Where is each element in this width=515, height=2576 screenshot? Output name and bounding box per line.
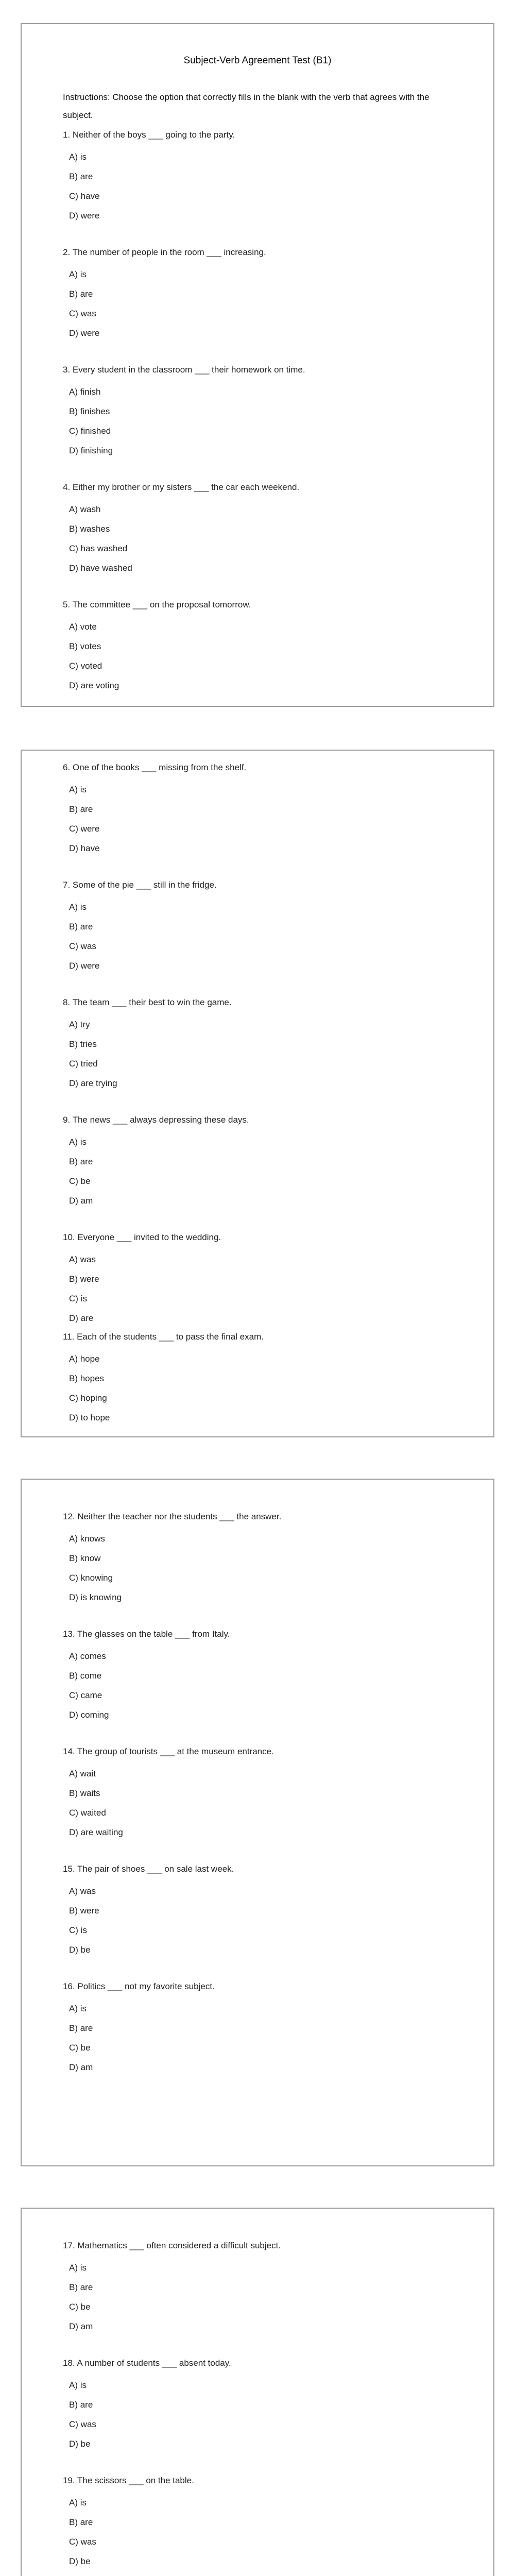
question-1 <box>63 130 235 226</box>
question-text: 1. Neither of the boys ___ going to the party. <box>63 130 235 140</box>
question-12 <box>63 1512 281 1607</box>
option-d[interactable]: D) be <box>69 2439 91 2449</box>
question-text: 6. One of the books ___ missing from the shelf. <box>63 762 247 772</box>
question-16 <box>63 1981 215 2077</box>
option-b[interactable]: B) were <box>69 1274 99 1284</box>
question-3 <box>63 365 305 461</box>
option-d[interactable]: D) am <box>69 1196 93 1206</box>
option-a[interactable]: A) is <box>69 269 87 279</box>
option-b[interactable]: B) were <box>69 1906 99 1916</box>
question-text: 17. Mathematics ___ often considered a difficult subject. <box>63 2241 281 2250</box>
option-b[interactable]: B) votes <box>69 641 101 651</box>
question-7 <box>63 880 217 976</box>
question-14 <box>63 1747 274 1842</box>
option-b[interactable]: B) waits <box>69 1788 100 1798</box>
question-9 <box>63 1115 249 1211</box>
option-b[interactable]: B) are <box>69 804 93 814</box>
option-d[interactable]: D) are voting <box>69 681 119 690</box>
option-b[interactable]: B) are <box>69 922 93 931</box>
question-19 <box>63 2476 194 2571</box>
option-c[interactable]: C) came <box>69 1690 102 1700</box>
question-text: 12. Neither the teacher nor the students ___ the answer. <box>63 1512 282 1521</box>
option-b[interactable]: B) know <box>69 1553 101 1563</box>
option-c[interactable]: C) have <box>69 191 100 201</box>
option-d[interactable]: D) were <box>69 211 100 221</box>
question-text: 13. The glasses on the table ___ from Italy. <box>63 1629 230 1639</box>
option-b[interactable]: B) finishes <box>69 406 110 416</box>
option-c[interactable]: C) be <box>69 2043 91 2053</box>
option-d[interactable]: D) be <box>69 1945 91 1955</box>
option-b[interactable]: B) are <box>69 172 93 181</box>
option-a[interactable]: A) is <box>69 152 87 162</box>
option-c[interactable]: C) be <box>69 2302 91 2312</box>
worksheet-page-2 <box>21 750 494 1437</box>
question-text: 2. The number of people in the room ___ increasing. <box>63 247 266 257</box>
option-a[interactable]: A) is <box>69 2380 87 2390</box>
question-6 <box>63 762 246 858</box>
option-b[interactable]: B) are <box>69 2517 93 2527</box>
question-text: 3. Every student in the classroom ___ their homework on time. <box>63 365 305 375</box>
option-d[interactable]: D) have washed <box>69 563 132 573</box>
option-c[interactable]: C) has washed <box>69 544 128 553</box>
option-c[interactable]: C) waited <box>69 1808 106 1818</box>
question-text: 15. The pair of shoes ___ on sale last week. <box>63 1864 234 1874</box>
question-text: 14. The group of tourists ___ at the museum entrance. <box>63 1747 274 1756</box>
option-d[interactable]: D) have <box>69 843 100 853</box>
option-d[interactable]: D) finishing <box>69 446 113 455</box>
option-a[interactable]: A) is <box>69 2498 87 2507</box>
worksheet-page-1 <box>21 23 494 707</box>
question-10 <box>63 1232 221 1328</box>
option-c[interactable]: C) was <box>69 2537 96 2547</box>
question-text: 16. Politics ___ not my favorite subject. <box>63 1981 215 1991</box>
question-text: 11. Each of the students ___ to pass the final exam. <box>63 1332 264 1342</box>
option-d[interactable]: D) am <box>69 2321 93 2331</box>
question-18 <box>63 2358 231 2454</box>
option-a[interactable]: A) is <box>69 2004 87 2013</box>
question-text: 18. A number of students ___ absent today. <box>63 2358 231 2368</box>
option-a[interactable]: A) comes <box>69 1651 106 1661</box>
option-c[interactable]: C) was <box>69 309 96 318</box>
option-a[interactable]: A) vote <box>69 622 97 632</box>
question-4 <box>63 482 299 578</box>
option-d[interactable]: D) be <box>69 2556 91 2566</box>
option-c[interactable]: C) tried <box>69 1059 98 1069</box>
option-a[interactable]: A) finish <box>69 387 101 397</box>
option-a[interactable]: A) knows <box>69 1534 105 1544</box>
option-c[interactable]: C) hoping <box>69 1393 107 1403</box>
test-title: Subject-Verb Agreement Test (B1) <box>183 55 332 66</box>
worksheet-page-4 <box>21 2208 494 2576</box>
option-c[interactable]: C) knowing <box>69 1573 113 1583</box>
question-text: 5. The committee ___ on the proposal tomorrow. <box>63 600 251 609</box>
option-c[interactable]: C) be <box>69 1176 91 1186</box>
option-d[interactable]: D) is knowing <box>69 1592 122 1602</box>
option-c[interactable]: C) were <box>69 824 100 834</box>
option-b[interactable]: B) are <box>69 1157 93 1166</box>
question-5 <box>63 600 251 696</box>
option-b[interactable]: B) tries <box>69 1039 97 1049</box>
option-a[interactable]: A) try <box>69 1020 90 1029</box>
question-13 <box>63 1629 230 1725</box>
option-b[interactable]: B) are <box>69 2282 93 2292</box>
question-text: 9. The news ___ always depressing these days. <box>63 1115 249 1125</box>
question-8 <box>63 997 232 1093</box>
option-b[interactable]: B) are <box>69 289 93 299</box>
option-a[interactable]: A) is <box>69 1137 87 1147</box>
question-2 <box>63 247 266 343</box>
option-a[interactable]: A) hope <box>69 1354 100 1364</box>
option-c[interactable]: C) is <box>69 1294 87 1303</box>
option-a[interactable]: A) was <box>69 1886 96 1896</box>
option-c[interactable]: C) finished <box>69 426 111 436</box>
question-17 <box>63 2241 281 2336</box>
option-a[interactable]: A) was <box>69 1255 96 1264</box>
option-b[interactable]: B) hopes <box>69 1374 105 1383</box>
option-c[interactable]: C) was <box>69 941 96 951</box>
option-d[interactable]: D) were <box>69 961 100 971</box>
option-a[interactable]: A) is <box>69 902 87 912</box>
option-b[interactable]: B) washes <box>69 524 110 534</box>
option-d[interactable]: D) are trying <box>69 1078 117 1088</box>
question-text: 7. Some of the pie ___ still in the fridge. <box>63 880 217 890</box>
option-a[interactable]: A) wait <box>69 1769 96 1778</box>
option-c[interactable]: C) voted <box>69 661 102 671</box>
worksheet-page-3 <box>21 1479 494 2166</box>
option-b[interactable]: B) come <box>69 1671 102 1681</box>
question-15 <box>63 1864 234 1960</box>
option-a[interactable]: A) is <box>69 785 87 794</box>
instructions: Instructions: Choose the option that correctly fills in the blank with the verb that agrees with the subject. <box>63 92 430 120</box>
option-c[interactable]: C) was <box>69 2419 96 2429</box>
option-d[interactable]: D) to hope <box>69 1413 110 1422</box>
question-text: 19. The scissors ___ on the table. <box>63 2476 194 2485</box>
option-d[interactable]: D) coming <box>69 1710 109 1720</box>
option-c[interactable]: C) is <box>69 1925 87 1935</box>
question-text: 8. The team ___ their best to win the game. <box>63 997 232 1007</box>
question-text: 10. Everyone ___ invited to the wedding. <box>63 1232 221 1242</box>
option-b[interactable]: B) are <box>69 2400 93 2410</box>
question-text: 4. Either my brother or my sisters ___ the car each weekend. <box>63 482 300 492</box>
option-a[interactable]: A) is <box>69 2263 87 2273</box>
option-b[interactable]: B) are <box>69 2023 93 2033</box>
question-11 <box>63 1332 264 1428</box>
option-d[interactable]: D) am <box>69 2062 93 2072</box>
option-d[interactable]: D) are <box>69 1313 94 1323</box>
option-d[interactable]: D) were <box>69 328 100 338</box>
option-a[interactable]: A) wash <box>69 504 101 514</box>
option-d[interactable]: D) are waiting <box>69 1827 123 1837</box>
